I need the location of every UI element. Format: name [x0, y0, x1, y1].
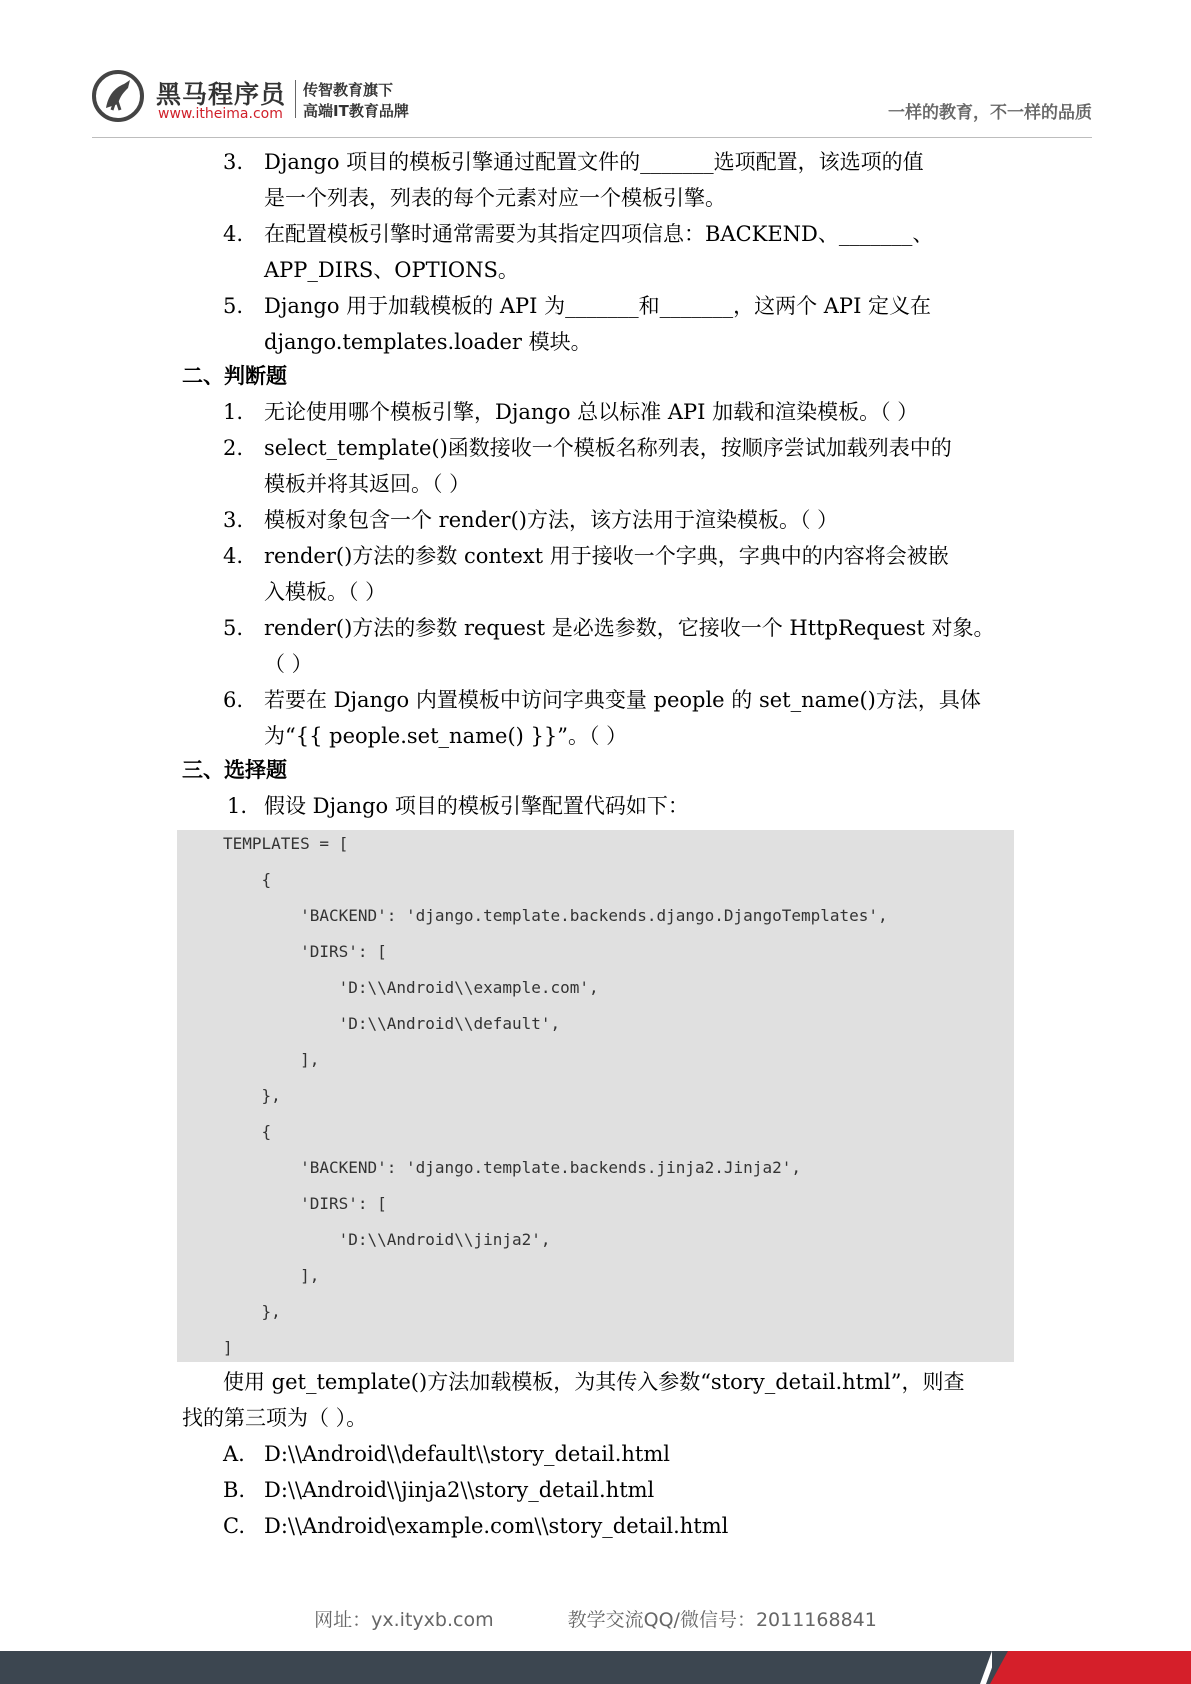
code-line: TEMPLATES = [	[223, 834, 349, 853]
footer-website: 网址：yx.ityxb.com	[314, 1609, 494, 1631]
code-line: 'BACKEND': 'django.template.backends.jinja2.Jinja2',	[223, 1158, 801, 1177]
question-text: render()方法的参数 context 用于接收一个字典，字典中的内容将会被嵌	[264, 544, 949, 568]
code-line: },	[223, 1086, 281, 1105]
horse-logo-icon	[92, 70, 144, 122]
section-title-judge: 二、判断题	[182, 364, 287, 388]
code-block	[177, 830, 1014, 1362]
code-line: 'D:\\Android\\jinja2',	[223, 1230, 551, 1249]
code-line: },	[223, 1302, 281, 1321]
question-text: 为“{{ people.set_name() }}”。（ ）	[264, 724, 628, 748]
option-label: C.	[223, 1514, 245, 1538]
question-number: 4.	[223, 544, 244, 568]
question-text: 在配置模板引擎时通常需要为其指定四项信息：BACKEND、_______、	[264, 222, 934, 246]
code-line: ]	[223, 1338, 233, 1357]
code-line: 'DIRS': [	[223, 942, 387, 961]
page-header	[92, 66, 1092, 138]
footer-bar-accent	[990, 1651, 1191, 1684]
code-line: {	[223, 870, 272, 889]
code-line: 'DIRS': [	[223, 1194, 387, 1213]
option-label: A.	[223, 1442, 245, 1466]
code-line: ],	[223, 1050, 320, 1069]
footer-contact: 教学交流QQ/微信号：2011168841	[567, 1609, 877, 1631]
question-text: Django 项目的模板引擎通过配置文件的_______选项配置，该选项的值	[264, 150, 924, 174]
option-text: D:\\Android\\jinja2\\story_detail.html	[264, 1478, 655, 1502]
question-text: 模板并将其返回。（ ）	[264, 472, 471, 496]
question-number: 4.	[223, 222, 244, 246]
question-number: 1.	[227, 794, 248, 818]
question-text: select_template()函数接收一个模板名称列表，按顺序尝试加载列表中的	[264, 436, 952, 460]
section-title-choice: 三、选择题	[182, 758, 287, 782]
question-number: 6.	[223, 688, 244, 712]
brand-divider	[295, 80, 296, 118]
question-text: 模板对象包含一个 render()方法，该方法用于渲染模板。（ ）	[264, 508, 839, 532]
brand-tagline-2: 高端IT教育品牌	[303, 102, 409, 120]
brand-tagline-1: 传智教育旗下	[303, 81, 394, 99]
question-text: 若要在 Django 内置模板中访问字典变量 people 的 set_name()方法，具体	[264, 688, 981, 712]
option-text: D:\\Android\example.com\\story_detail.html	[264, 1514, 729, 1538]
brand-url: www.itheima.com	[158, 106, 283, 122]
question-number: 3.	[223, 508, 244, 532]
header-divider	[92, 137, 1092, 138]
option-text: D:\\Android\\default\\story_detail.html	[264, 1442, 670, 1466]
code-line: 'BACKEND': 'django.template.backends.django.DjangoTemplates',	[223, 906, 888, 925]
code-line: 'D:\\Android\\example.com',	[223, 978, 599, 997]
code-line: {	[223, 1122, 272, 1141]
header-slogan: 一样的教育，不一样的品质	[888, 103, 1092, 123]
question-text: （ ）	[264, 652, 313, 676]
question-number: 5.	[223, 616, 244, 640]
question-text: 是一个列表，列表的每个元素对应一个模板引擎。	[264, 186, 726, 210]
question-text: 入模板。（ ）	[264, 580, 387, 604]
question-number: 1.	[223, 400, 244, 424]
page-footer	[0, 1605, 1191, 1632]
question-number: 3.	[223, 150, 244, 174]
option-label: B.	[223, 1478, 246, 1502]
code-line: 'D:\\Android\\default',	[223, 1014, 561, 1033]
code-line: ],	[223, 1266, 320, 1285]
question-text: render()方法的参数 request 是必选参数，它接收一个 HttpRequest 对象。	[264, 616, 995, 640]
question-text: 假设 Django 项目的模板引擎配置代码如下：	[264, 794, 689, 818]
question-text: 找的第三项为（ ）。	[182, 1406, 368, 1430]
question-text: Django 用于加载模板的 API 为_______和_______，这两个 API 定义在	[264, 294, 932, 318]
brand-name: 黑马程序员	[156, 80, 287, 109]
question-number: 5.	[223, 294, 244, 318]
question-text: APP_DIRS、OPTIONS。	[264, 258, 519, 282]
question-text: 无论使用哪个模板引擎，Django 总以标准 API 加载和渲染模板。（ ）	[264, 400, 919, 424]
question-number: 2.	[223, 436, 244, 460]
question-text: django.templates.loader 模块。	[264, 330, 592, 354]
question-text: 使用 get_template()方法加载模板，为其传入参数“story_detail.html”，则查	[223, 1370, 965, 1394]
